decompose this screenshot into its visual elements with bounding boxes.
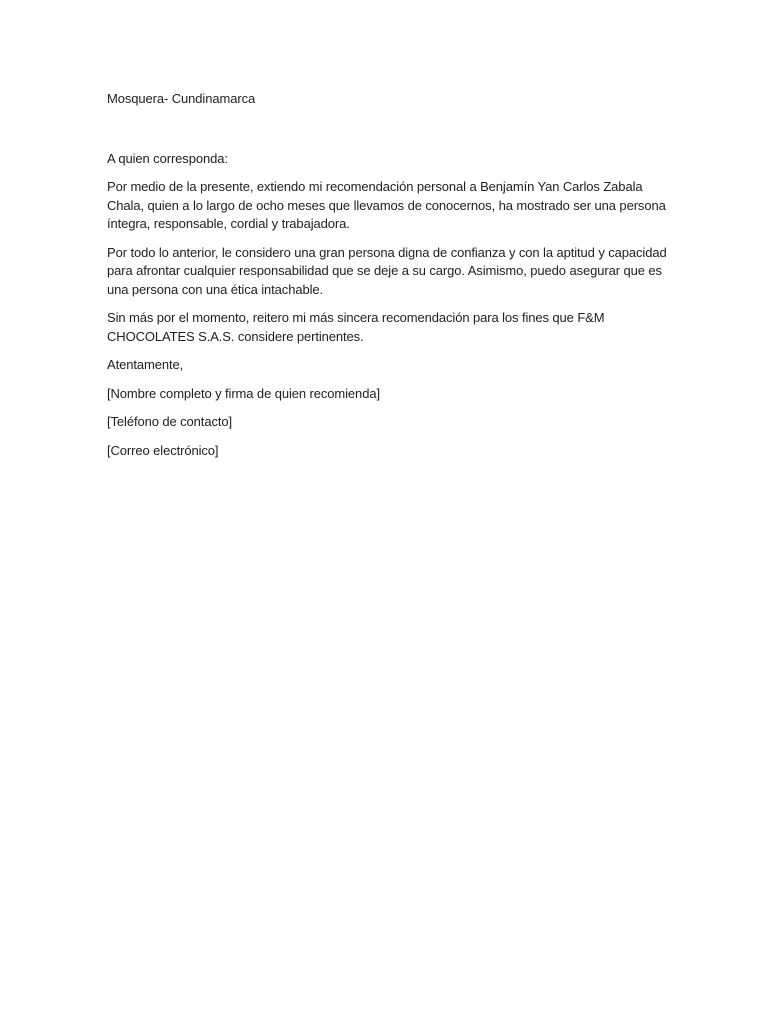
email-placeholder: [Correo electrónico] — [107, 442, 219, 458]
letter-paragraph-2: Por todo lo anterior, le considero una gran persona digna de confianza y con la aptitud y capacidad para afrontar cualquier responsabilidad que se deje a su cargo. Asimismo, puedo asegurar que es una persona con una ética intachable. — [107, 244, 667, 297]
letter-greeting: A quien corresponda: — [107, 150, 228, 166]
signature-placeholder: [Nombre completo y firma de quien recomienda] — [107, 385, 380, 401]
letter-location: Mosquera- Cundinamarca — [107, 91, 256, 106]
letter-body — [107, 90, 667, 470]
letter-paragraph-3: Sin más por el momento, reitero mi más sincera recomendación para los fines que F&M CHOCOLATES S.A.S. considere pertinentes. — [107, 310, 605, 344]
phone-placeholder: [Teléfono de contacto] — [107, 414, 233, 429]
letter-sign-off: Atentamente, — [107, 357, 184, 372]
letter-paragraph-1: Por medio de la presente, extiendo mi recomendación personal a Benjamín Yan Carlos Zabala Chala, quien a lo largo de ocho meses que llevamos de conocernos, ha mostrado ser una persona íntegra, responsable, cordial y trabajadora. — [107, 179, 666, 231]
